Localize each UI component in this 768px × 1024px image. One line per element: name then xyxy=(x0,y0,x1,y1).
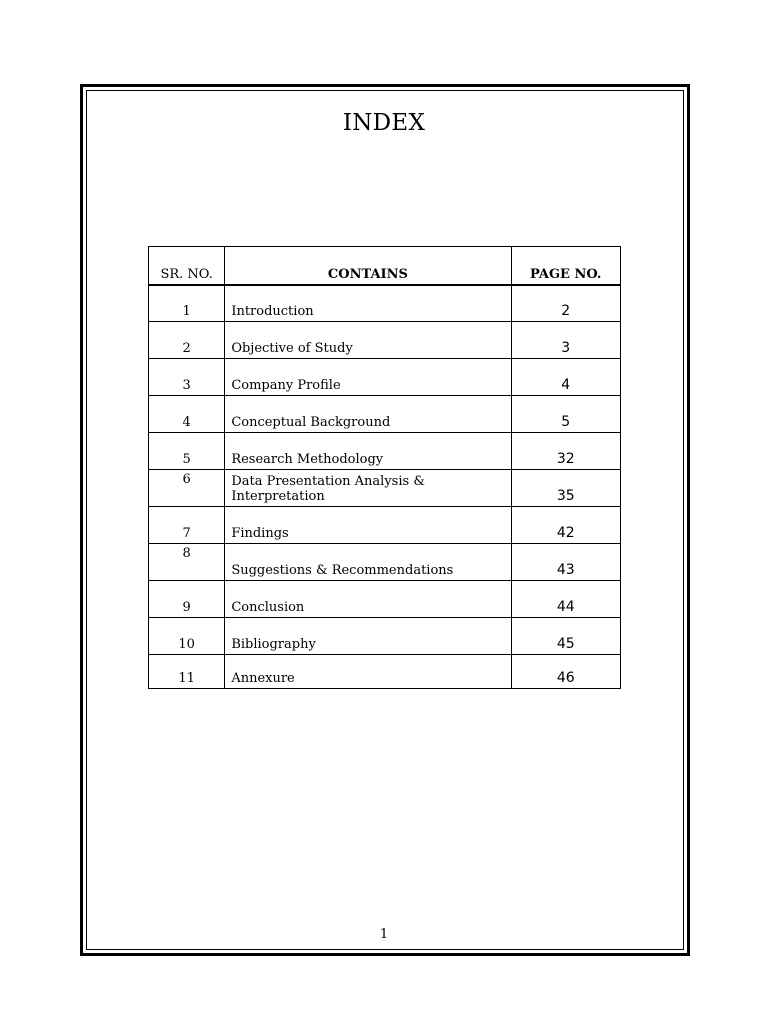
row-contains: Conceptual Background xyxy=(225,396,511,433)
row-page-no: 45 xyxy=(511,618,620,655)
header-contains: CONTAINS xyxy=(225,247,511,285)
page-number: 1 xyxy=(379,927,389,942)
table-row xyxy=(149,544,621,581)
row-sr-no xyxy=(149,544,225,581)
row-sr-no-text: 8 xyxy=(182,546,191,561)
row-page-no: 43 xyxy=(511,544,620,581)
row-contains: Introduction xyxy=(225,285,511,322)
table-row xyxy=(149,285,621,322)
table-row xyxy=(149,359,621,396)
row-page-no: 4 xyxy=(511,359,620,396)
table-row xyxy=(149,433,621,470)
table-row xyxy=(149,322,621,359)
header-sr-no: SR. NO. xyxy=(149,247,225,285)
row-page-no: 44 xyxy=(511,581,620,618)
row-contains: Data Presentation Analysis & Interpretation xyxy=(225,470,511,507)
row-sr-no-text: 6 xyxy=(182,472,191,487)
row-sr-no: 2 xyxy=(149,322,225,359)
table-header-row xyxy=(149,247,621,285)
row-page-no: 32 xyxy=(511,433,620,470)
table-row xyxy=(149,470,621,507)
row-contains: Objective of Study xyxy=(225,322,511,359)
row-sr-no: 5 xyxy=(149,433,225,470)
table-row xyxy=(149,507,621,544)
table-row xyxy=(149,618,621,655)
row-sr-no: 7 xyxy=(149,507,225,544)
row-contains: Research Methodology xyxy=(225,433,511,470)
row-page-no: 42 xyxy=(511,507,620,544)
row-contains: Bibliography xyxy=(225,618,511,655)
row-contains: Findings xyxy=(225,507,511,544)
row-sr-no: 4 xyxy=(149,396,225,433)
row-contains: Annexure xyxy=(225,655,511,689)
row-contains: Company Profile xyxy=(225,359,511,396)
header-page-no: PAGE NO. xyxy=(511,247,620,285)
row-contains: Suggestions & Recommendations xyxy=(225,544,511,581)
row-contains: Conclusion xyxy=(225,581,511,618)
row-page-no: 3 xyxy=(511,322,620,359)
row-sr-no: 9 xyxy=(149,581,225,618)
row-sr-no xyxy=(149,470,225,507)
index-table xyxy=(148,246,621,689)
table-row xyxy=(149,655,621,689)
row-page-no: 35 xyxy=(511,470,620,507)
row-sr-no: 3 xyxy=(149,359,225,396)
row-page-no: 5 xyxy=(511,396,620,433)
row-sr-no: 1 xyxy=(149,285,225,322)
page-title: INDEX xyxy=(342,110,426,136)
table-row xyxy=(149,581,621,618)
row-page-no: 2 xyxy=(511,285,620,322)
row-sr-no: 11 xyxy=(149,655,225,689)
table-row xyxy=(149,396,621,433)
row-page-no: 46 xyxy=(511,655,620,689)
row-sr-no: 10 xyxy=(149,618,225,655)
